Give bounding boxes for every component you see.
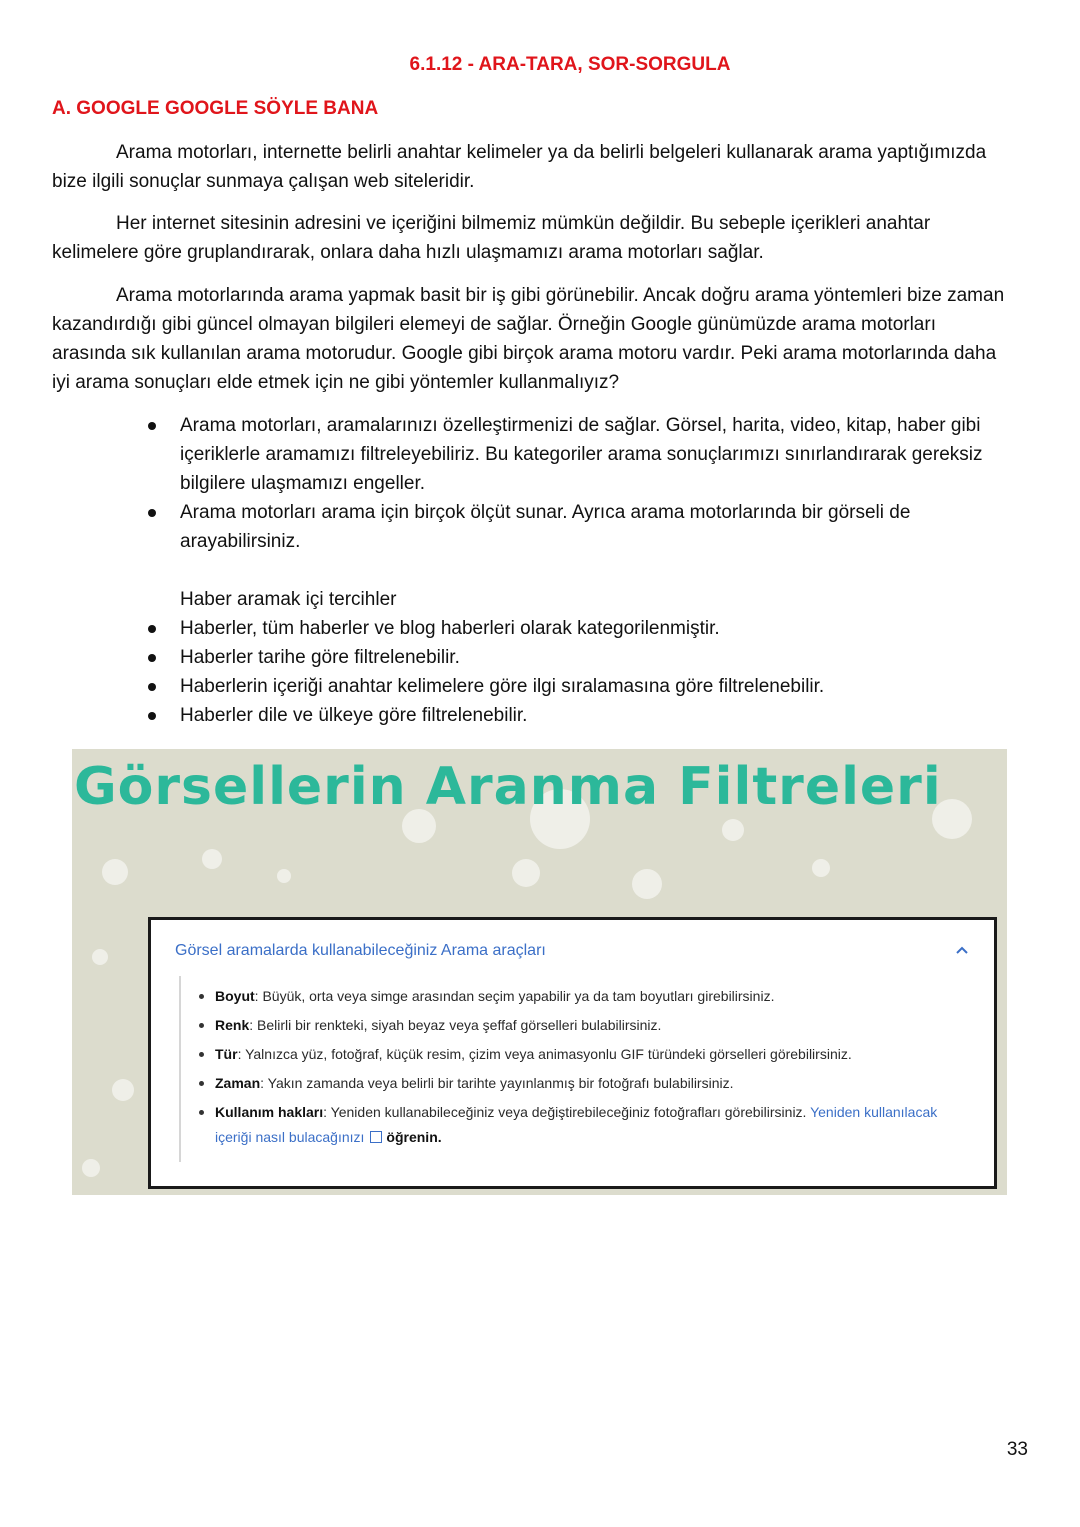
bullet-icon	[148, 422, 156, 430]
list-item: Tür: Yalnızca yüz, fotoğraf, küçük resim, çizim veya animasyonlu GIF türündeki görselleri görebilirsiniz.	[199, 1042, 959, 1067]
news-intro: Haber aramak içi tercihler	[180, 589, 397, 610]
list-item: Boyut: Büyük, orta veya simge arasından seçim yapabilir ya da tam boyutları girebilirsiniz.	[199, 984, 959, 1009]
decorative-bubble	[112, 1079, 134, 1101]
list-item: Haberler dile ve ülkeye göre filtrelenebilir.	[52, 701, 1032, 730]
list-item: Haberler, tüm haberler ve blog haberleri olarak kategorilenmiştir.	[52, 614, 1032, 643]
bullet-icon	[199, 1023, 204, 1028]
image-search-filters-figure	[72, 749, 1007, 1195]
bullet-icon	[148, 712, 156, 720]
decorative-bubble	[812, 859, 830, 877]
paragraph-3: Arama motorlarında arama yapmak basit bir iş gibi görünebilir. Ancak doğru arama yöntemleri bize zaman kazandırdığı gibi güncel olmayan bilgileri elemeyi de sağlar. Örneğin Google günümüzde arama motorları arasında sık kullanılan arama motorudur. Google gibi birçok arama motoru vardır. Peki arama motorlarında daha iyi arama sonuçları elde etmek için ne gibi yöntemler kullanmalıyız?	[52, 285, 1005, 393]
decorative-bubble	[102, 859, 128, 885]
bullet-icon	[148, 625, 156, 633]
decorative-bubble	[632, 869, 662, 899]
list-item: Renk: Belirli bir renkteki, siyah beyaz veya şeffaf görselleri bulabilirsiniz.	[199, 1013, 959, 1038]
page-title: 6.1.12 - ARA-TARA, SOR-SORGULA	[409, 54, 731, 75]
decorative-bubble	[202, 849, 222, 869]
paragraph-2: Her internet sitesinin adresini ve içeriğini bilmemiz mümkün değildir. Bu sebeple içerikleri anahtar kelimelere göre gruplandırarak, onlara daha hızlı ulaşmamızı arama motorları sağlar.	[52, 213, 931, 263]
panel-divider	[179, 976, 181, 1162]
decorative-bubble	[82, 1159, 100, 1177]
section-heading: A. GOOGLE GOOGLE SÖYLE BANA	[52, 98, 379, 119]
decorative-bubble	[722, 819, 744, 841]
bullet-icon	[148, 654, 156, 662]
search-tools-panel	[148, 917, 997, 1189]
list-item: Haberlerin içeriği anahtar kelimelere göre ilgi sıralamasına göre filtrelenebilir.	[52, 672, 1032, 701]
list-item: Arama motorları, aramalarınızı özelleştirmenizi de sağlar. Görsel, harita, video, kitap, haber gibi içeriklerle aramamızı filtreleyebiliriz. Bu kategoriler arama sonuçlarımızı sınırlandırarak gereksiz bilgilere ulaşmamızı engeller.	[52, 411, 1032, 498]
decorative-bubble	[277, 869, 291, 883]
main-bullet-list	[52, 411, 1032, 556]
bullet-icon	[199, 994, 204, 999]
list-item: Kullanım hakları: Yeniden kullanabileceğiniz veya değiştirebileceğiniz fotoğrafları görebilirsiniz. Yeniden kullanılacak içeriği nasıl bulacağınızı öğrenin.	[199, 1100, 959, 1150]
decorative-bubble	[92, 949, 108, 965]
panel-header[interactable]: Görsel aramalarda kullanabileceğiniz Arama araçları	[175, 942, 546, 959]
figure-title: Görsellerin Aranma Filtreleri	[74, 757, 942, 817]
list-item: Zaman: Yakın zamanda veya belirli bir tarihte yayınlanmış bir fotoğrafı bulabilirsiniz.	[199, 1071, 959, 1096]
news-preferences	[52, 585, 1032, 730]
page-number: 33	[1006, 1439, 1028, 1460]
panel-list	[199, 984, 959, 1154]
list-item: Arama motorları arama için birçok ölçüt sunar. Ayrıca arama motorlarında bir görseli de arayabilirsiniz.	[52, 498, 1032, 556]
external-link-icon[interactable]	[370, 1131, 382, 1143]
bullet-icon	[199, 1052, 204, 1057]
chevron-up-icon[interactable]	[954, 942, 970, 958]
paragraph-1: Arama motorları, internette belirli anahtar kelimeler ya da belirli belgeleri kullanarak arama yaptığımızda bize ilgili sonuçlar sunmaya çalışan web siteleridir.	[52, 142, 987, 192]
list-item: Haberler tarihe göre filtrelenebilir.	[52, 643, 1032, 672]
reuse-content-link[interactable]: Yeniden kullanılacak içeriği nasıl bulacağınızı	[215, 1104, 938, 1145]
bullet-icon	[148, 683, 156, 691]
decorative-bubble	[512, 859, 540, 887]
bullet-icon	[148, 509, 156, 517]
bullet-icon	[199, 1081, 204, 1086]
bullet-icon	[199, 1110, 204, 1115]
